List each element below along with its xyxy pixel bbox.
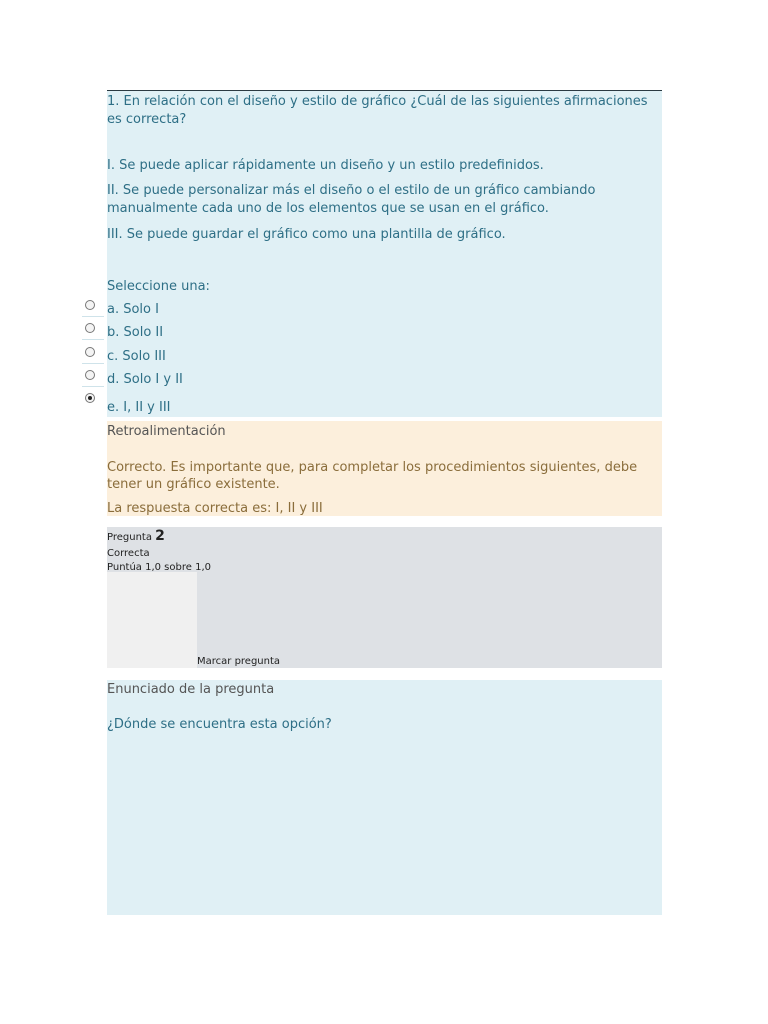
option-d-label[interactable]: d. Solo I y II <box>107 372 183 387</box>
radio-divider <box>82 386 104 387</box>
question-1-stem: 1. En relación con el diseño y estilo de gráfico ¿Cuál de las siguientes afirmaciones es correcta? <box>107 94 648 127</box>
statement-1: I. Se puede aplicar rápidamente un diseño y un estilo predefinidos. <box>107 158 544 173</box>
radio-divider <box>82 339 104 340</box>
info-left-panel <box>107 572 197 668</box>
option-a-label[interactable]: a. Solo I <box>107 302 159 317</box>
question-number-value: 2 <box>155 528 165 544</box>
statement-3: III. Se puede guardar el gráfico como una plantilla de gráfico. <box>107 227 506 242</box>
question-state: Correcta <box>107 548 150 559</box>
statement-2: II. Se puede personalizar más el diseño o el estilo de un gráfico cambiando manualmente cada uno de los elementos que se usan en el gráfico. <box>107 183 596 216</box>
radio-divider <box>82 316 104 317</box>
feedback-box <box>107 421 662 516</box>
question-1-box <box>107 90 662 417</box>
question-grade: Puntúa 1,0 sobre 1,0 <box>107 562 211 573</box>
feedback-title: Retroalimentación <box>107 424 226 439</box>
question-2-box <box>107 680 662 915</box>
option-b-radio[interactable] <box>85 323 95 333</box>
select-one-prompt: Seleccione una: <box>107 279 210 294</box>
option-c-label[interactable]: c. Solo III <box>107 349 166 364</box>
question-label: Pregunta <box>107 532 152 543</box>
option-e-radio[interactable] <box>85 393 95 403</box>
question-number <box>107 530 165 544</box>
option-e-label[interactable]: e. I, II y III <box>107 400 171 415</box>
correct-answer: La respuesta correcta es: I, II y III <box>107 501 323 516</box>
flag-question-link[interactable]: Marcar pregunta <box>197 656 281 667</box>
feedback-text: Correcto. Es importante que, para completar los procedimientos siguientes, debe tener un gráfico existente. <box>107 460 638 492</box>
option-d-radio[interactable] <box>85 370 95 380</box>
question-2-info <box>107 527 662 668</box>
option-c-radio[interactable] <box>85 347 95 357</box>
option-a-radio[interactable] <box>85 300 95 310</box>
question-2-text: ¿Dónde se encuentra esta opción? <box>107 717 332 732</box>
option-b-label[interactable]: b. Solo II <box>107 325 164 340</box>
radio-divider <box>82 363 104 364</box>
question-2-title: Enunciado de la pregunta <box>107 682 275 697</box>
